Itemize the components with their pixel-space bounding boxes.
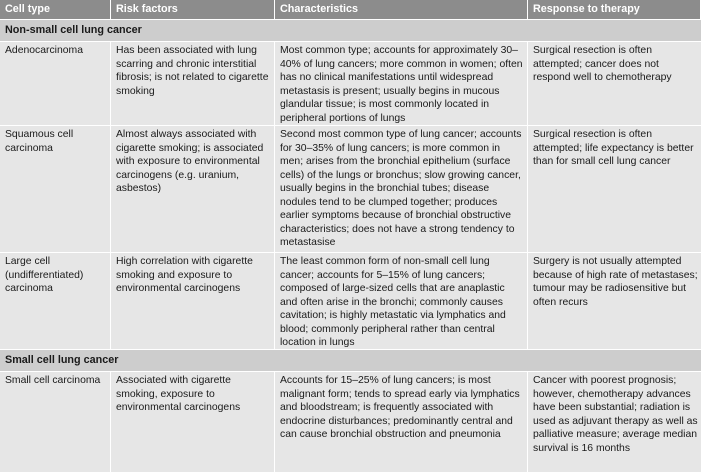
table-cell-characteristics: Most common type; accounts for approximately 30–40% of lung cancers; more common in women; often has no clinical manifestations until widespread metastasis is present; usually begins in mucous glandular tissue; is most commonly located in peripheral portions of lungs [275, 42, 528, 125]
section-heading-non-small-cell: Non-small cell lung cancer [0, 20, 701, 41]
table-cell-response: Cancer with poorest prognosis; however, chemotherapy advances have been substantial; radiation is used as adjuvant therapy as well as palliative measure; average median survival is 16 months [528, 372, 701, 472]
table-cell-response: Surgery is not usually attempted because of high rate of metastases; tumour may be radiosensitive but often recurs [528, 253, 701, 349]
header-risk-factors: Risk factors [111, 0, 275, 19]
table-cell-cell-type: Small cell carcinoma [0, 372, 111, 472]
table-cell-risk-factors: Has been associated with lung scarring and chronic interstitial fibrosis; is not related to cigarette smoking [111, 42, 275, 125]
header-response-to-therapy: Response to therapy [528, 0, 701, 19]
table-cell-risk-factors: Almost always associated with cigarette smoking; is associated with exposure to environmental carcinogens (e.g. uranium, asbestos) [111, 126, 275, 252]
table-cell-risk-factors: Associated with cigarette smoking, exposure to environmental carcinogens [111, 372, 275, 472]
table-cell-risk-factors: High correlation with cigarette smoking and exposure to environmental carcinogens [111, 253, 275, 349]
table-cell-characteristics: Second most common type of lung cancer; accounts for 30–35% of lung cancers; is more common in men; arises from the bronchial epithelium (surface cells) of the lungs or bronchus; slow growing cancer, usually begins in the bronchial tubes; disease nodules tend to be clumped together; produces earlier symptoms because of bronchial obstructive characteristics; does not have a strong tendency to metastasise [275, 126, 528, 252]
table-cell-characteristics: The least common form of non-small cell lung cancer; accounts for 5–15% of lung cancers; composed of large-sized cells that are anaplastic and often arise in the bronchi; commonly causes cavitation; is highly metastatic via lymphatics and blood; commonly peripheral rather than central location in lungs [275, 253, 528, 349]
table-cell-cell-type: Squamous cell carcinoma [0, 126, 111, 252]
table-cell-characteristics: Accounts for 15–25% of lung cancers; is most malignant form; tends to spread early via lymphatics and bloodstream; is frequently associated with endocrine disturbances; predominantly central and can cause bronchial obstruction and pneumonia [275, 372, 528, 472]
section-heading-small-cell: Small cell lung cancer [0, 350, 701, 371]
table-cell-cell-type: Large cell (undifferentiated) carcinoma [0, 253, 111, 349]
header-cell-type: Cell type [0, 0, 111, 19]
table-cell-cell-type: Adenocarcinoma [0, 42, 111, 125]
header-characteristics: Characteristics [275, 0, 528, 19]
table-cell-response: Surgical resection is often attempted; life expectancy is better than for small cell lung cancer [528, 126, 701, 252]
table-cell-response: Surgical resection is often attempted; cancer does not respond well to chemotherapy [528, 42, 701, 125]
